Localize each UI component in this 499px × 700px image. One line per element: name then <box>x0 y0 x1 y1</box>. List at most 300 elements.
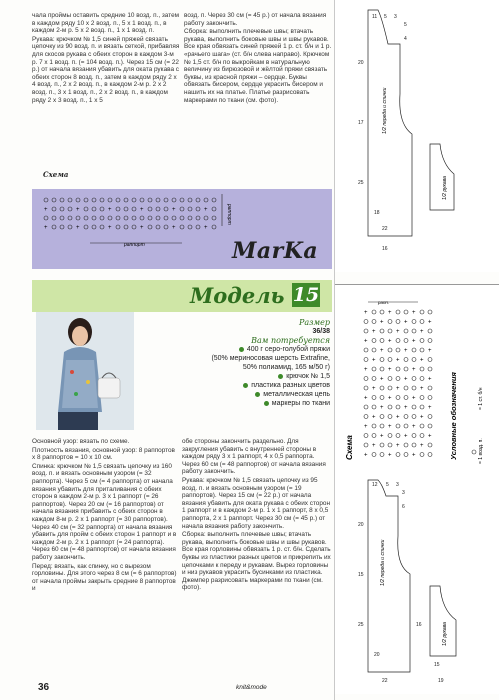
chain-stitch-symbol <box>132 225 136 229</box>
model-number: 15 <box>292 284 320 306</box>
chain-stitch-symbol <box>380 358 384 362</box>
single-crochet-symbol: + <box>372 357 376 364</box>
single-crochet-symbol: + <box>76 207 80 213</box>
chain-stitch-symbol <box>396 405 400 409</box>
chain-stitch-symbol <box>372 453 376 457</box>
chain-stitch-symbol <box>388 386 392 390</box>
chain-stitch-symbol <box>164 198 168 202</box>
chain-stitch-symbol <box>100 198 104 202</box>
bullet-icon <box>243 383 248 388</box>
dim-label: 20 <box>358 522 364 528</box>
chain-stitch-symbol <box>404 339 408 343</box>
single-crochet-symbol: + <box>396 357 400 364</box>
chain-stitch-symbol <box>412 434 416 438</box>
spec-item <box>140 372 330 381</box>
chain-stitch-symbol <box>372 320 376 324</box>
chain-stitch-symbol <box>364 358 368 362</box>
chain-stitch-symbol <box>100 216 104 220</box>
single-crochet-symbol: + <box>396 386 400 392</box>
single-crochet-symbol: + <box>172 225 176 231</box>
chain-stitch-symbol <box>164 225 168 229</box>
single-crochet-symbol: + <box>396 414 400 421</box>
note-sleeve: 1/2 рукава <box>442 176 448 200</box>
chain-stitch-symbol <box>60 216 64 220</box>
chain-stitch-symbol <box>212 198 216 202</box>
chain-stitch-symbol <box>108 216 112 220</box>
chain-stitch-symbol <box>380 329 384 333</box>
chain-stitch-symbol <box>412 415 416 419</box>
dim-label: 18 <box>374 210 380 216</box>
chain-stitch-symbol <box>180 225 184 229</box>
chain-stitch-symbol <box>388 434 392 438</box>
dim-label: 17 <box>358 120 364 126</box>
chain-stitch-symbol <box>428 415 432 419</box>
dim-label: 20 <box>358 60 364 66</box>
chain-stitch-symbol <box>372 405 376 409</box>
legend-item: = 1 возд. п. <box>478 438 484 464</box>
chain-stitch-symbol <box>404 310 408 314</box>
chain-stitch-symbol <box>388 358 392 362</box>
single-crochet-symbol: + <box>428 376 432 383</box>
chain-stitch-symbol <box>420 339 424 343</box>
single-crochet-symbol: + <box>388 338 392 345</box>
chain-stitch-symbol <box>412 386 416 390</box>
single-crochet-symbol: + <box>396 329 400 335</box>
page-number: 36 <box>38 682 50 693</box>
chain-stitch-symbol <box>396 320 400 324</box>
chain-stitch-symbol <box>380 339 384 343</box>
scheme-rapport-top: рапп. <box>378 300 390 305</box>
scheme-rapport-bottom: раппорт <box>124 242 145 248</box>
chain-stitch-symbol <box>196 216 200 220</box>
single-crochet-symbol: + <box>428 405 432 411</box>
chain-stitch-symbol <box>428 339 432 343</box>
top-col1-p1: Рукава: крючком № 1,5 синей пряжей связать цепочку из 90 возд. п. и вязать сеткой, прибавляя для скосов рукава с обеих сторон в каждом 3-м р. 7 х 1 возд. п. (= 104 возд. п.). Через 15 см (= 22 р.) от начала вязания убавить для оката рукава с обеих сторон 8 возд. п., затем в каждом ряду 2 х 4 возд. п., 2 х 2 возд. п., в каждом 2-м р. 2 х 2 возд. п., 3 х 1 возд. п., 2 х 2 возд. п., в каждом ряду 2 х 3 возд. п., 1 х 5 <box>32 35 180 104</box>
chain-stitch-symbol <box>364 377 368 381</box>
single-crochet-symbol: + <box>404 376 408 383</box>
chain-stitch-symbol <box>156 216 160 220</box>
dim-label: 5 <box>404 22 407 28</box>
chain-stitch-symbol <box>52 216 56 220</box>
chain-stitch-symbol <box>156 225 160 229</box>
chain-stitch-symbol <box>396 434 400 438</box>
chain-stitch-symbol <box>380 443 384 447</box>
chain-stitch-symbol <box>420 453 424 457</box>
chain-stitch-symbol <box>44 216 48 220</box>
single-crochet-symbol: + <box>44 225 48 231</box>
spec-item-text: металлическая цепь <box>263 391 330 398</box>
chain-stitch-symbol <box>412 348 416 352</box>
chain-stitch-symbol <box>412 443 416 447</box>
footer-brand: knit&mode <box>236 684 267 691</box>
single-crochet-symbol: + <box>412 395 416 402</box>
bottom-col1-p0: Основной узор: вязать по схеме. <box>32 438 130 445</box>
chain-stitch-symbol <box>388 320 392 324</box>
chain-stitch-symbol <box>124 225 128 229</box>
chain-stitch-symbol <box>412 329 416 333</box>
chain-stitch-symbol <box>124 216 128 220</box>
size-value: 36/38 <box>312 328 330 335</box>
single-crochet-symbol: + <box>420 357 424 364</box>
spec-item <box>140 345 330 354</box>
chain-stitch-symbol <box>396 339 400 343</box>
chain-stitch-symbol <box>172 198 176 202</box>
single-crochet-symbol: + <box>380 433 384 440</box>
chain-stitch-symbol <box>420 367 424 371</box>
chain-stitch-symbol <box>420 396 424 400</box>
chain-stitch-symbol <box>100 225 104 229</box>
single-crochet-symbol: + <box>412 424 416 430</box>
legend-item-2: = 1 ст. б/н <box>478 387 484 410</box>
column-divider <box>334 0 335 700</box>
top-col1-p0: чала проймы оставить средние 10 возд. п., затем в каждом ряду 10 х 2 возд. п., 5 х 1 возд. п., в каждом 2-м р. 5 х 2 возд. п., 1 х 1 возд. п. <box>32 12 180 35</box>
chain-stitch-symbol <box>188 198 192 202</box>
chain-stitch-symbol <box>396 396 400 400</box>
single-crochet-symbol: + <box>412 367 416 373</box>
spec-item <box>140 381 330 390</box>
chain-stitch-symbol <box>84 225 88 229</box>
chain-stitch-symbol <box>92 216 96 220</box>
chain-stitch-symbol <box>92 225 96 229</box>
chain-stitch-symbol <box>204 198 208 202</box>
chain-stitch-symbol <box>52 198 56 202</box>
chain-stitch-symbol <box>364 405 368 409</box>
single-crochet-symbol: + <box>420 443 424 449</box>
chain-stitch-symbol <box>412 377 416 381</box>
chain-stitch-symbol <box>428 386 432 390</box>
single-crochet-symbol: + <box>44 207 48 213</box>
chain-stitch-symbol <box>68 198 72 202</box>
single-crochet-symbol: + <box>420 414 424 421</box>
chain-stitch-symbol <box>196 198 200 202</box>
single-crochet-symbol: + <box>412 338 416 345</box>
dim-label: 6 <box>402 504 405 510</box>
chain-stitch-symbol <box>156 207 160 211</box>
single-crochet-symbol: + <box>388 424 392 430</box>
spec-item-text: маркеры по ткани <box>271 400 330 407</box>
chain-stitch-symbol <box>372 396 376 400</box>
chain-stitch-symbol <box>52 225 56 229</box>
chain-stitch-symbol <box>196 225 200 229</box>
dim-label: 15 <box>358 572 364 578</box>
need-title: Вам потребуется <box>251 336 330 345</box>
chain-stitch-symbol <box>388 329 392 333</box>
chain-stitch-symbol <box>420 424 424 428</box>
single-crochet-symbol: + <box>364 395 368 402</box>
chain-stitch-symbol <box>396 367 400 371</box>
chain-stitch-symbol <box>364 443 368 447</box>
chain-stitch-symbol <box>420 348 424 352</box>
chain-stitch-symbol <box>188 216 192 220</box>
single-crochet-symbol: + <box>380 348 384 354</box>
single-crochet-symbol: + <box>420 329 424 335</box>
dim-label: 12 <box>372 482 378 488</box>
chain-stitch-symbol <box>404 453 408 457</box>
model-header-band <box>32 280 332 312</box>
chain-stitch-symbol <box>364 386 368 390</box>
single-crochet-symbol: + <box>380 405 384 411</box>
dim-label: 5 <box>386 482 389 488</box>
chain-stitch-symbol <box>396 348 400 352</box>
chain-stitch-symbol <box>428 396 432 400</box>
note-sleeve-2: 1/2 рукава <box>442 622 448 646</box>
spec-item <box>140 363 330 372</box>
chain-stitch-symbol <box>76 198 80 202</box>
chain-stitch-symbol <box>372 339 376 343</box>
chain-stitch-symbol <box>140 198 144 202</box>
scheme-label: Схема <box>43 170 69 179</box>
chain-stitch-symbol <box>404 367 408 371</box>
photo-illustration <box>36 312 134 430</box>
chain-stitch-symbol <box>380 396 384 400</box>
dim-label: 15 <box>434 662 440 668</box>
chain-stitch-symbol <box>396 377 400 381</box>
single-crochet-symbol: + <box>372 414 376 421</box>
chain-stitch-symbol <box>380 453 384 457</box>
chain-stitch-symbol <box>412 320 416 324</box>
chain-stitch-symbol <box>180 207 184 211</box>
dim-label: 25 <box>358 180 364 186</box>
bullet-icon <box>278 374 283 379</box>
single-crochet-symbol: + <box>428 319 432 326</box>
chain-stitch-symbol <box>380 386 384 390</box>
chain-stitch-symbol <box>372 310 376 314</box>
chain-stitch-symbol <box>380 415 384 419</box>
legend-title: Условные обозначения <box>449 372 458 460</box>
chain-stitch-symbol <box>428 358 432 362</box>
chain-stitch-symbol <box>188 225 192 229</box>
chain-stitch-symbol <box>380 367 384 371</box>
single-crochet-symbol: + <box>388 395 392 402</box>
single-crochet-symbol: + <box>364 310 368 316</box>
chain-stitch-symbol <box>60 225 64 229</box>
single-crochet-symbol: + <box>428 348 432 354</box>
top-col2-p0: возд. п. Через 30 см (= 45 р.) от начала вязания работу закончить. <box>184 12 327 27</box>
chain-stitch-symbol <box>396 453 400 457</box>
dim-label: 4 <box>404 36 407 42</box>
single-crochet-symbol: + <box>404 348 408 354</box>
single-crochet-symbol: + <box>404 319 408 326</box>
chain-stitch-symbol <box>396 310 400 314</box>
single-crochet-symbol: + <box>372 386 376 392</box>
pattern-diagram-bottom <box>338 476 496 694</box>
chain-stitch-symbol <box>52 207 56 211</box>
chain-stitch-symbol <box>420 377 424 381</box>
chain-stitch-symbol <box>364 434 368 438</box>
chain-stitch-symbol <box>388 405 392 409</box>
chain-stitch-symbol <box>148 225 152 229</box>
dim-label: 5 <box>384 14 387 20</box>
chain-stitch-symbol <box>68 225 72 229</box>
chain-stitch-symbol <box>92 198 96 202</box>
chain-stitch-symbol <box>124 207 128 211</box>
chain-stitch-symbol <box>388 443 392 447</box>
chain-stitch-symbol <box>100 207 104 211</box>
chain-stitch-symbol <box>420 320 424 324</box>
dim-label: 25 <box>358 622 364 628</box>
single-crochet-symbol: + <box>364 338 368 345</box>
chain-stitch-symbol <box>68 207 72 211</box>
bottom-col1-p3: Перед: вязать, как спинку, но с вырезом горловины. Для этого через 8 см (= 6 раппортов) от начала проймы закрыть средние 8 раппортов и <box>32 562 177 593</box>
chain-stitch-symbol <box>116 198 120 202</box>
chain-stitch-symbol <box>84 198 88 202</box>
single-crochet-symbol: + <box>388 310 392 316</box>
single-crochet-symbol: + <box>372 329 376 335</box>
chain-stitch-symbol <box>428 329 432 333</box>
single-crochet-symbol: + <box>380 319 384 326</box>
single-crochet-symbol: + <box>108 207 112 213</box>
stitch-scheme-right <box>338 290 496 470</box>
chain-stitch-symbol <box>132 216 136 220</box>
single-crochet-symbol: + <box>172 207 176 213</box>
chain-stitch-symbol <box>380 424 384 428</box>
chain-stitch-symbol <box>372 377 376 381</box>
chain-stitch-symbol <box>180 216 184 220</box>
chain-stitch-symbol <box>396 424 400 428</box>
chain-stitch-symbol <box>44 198 48 202</box>
note-back-front-2: 1/2 переда и спинки <box>380 539 386 586</box>
chain-stitch-symbol <box>372 424 376 428</box>
right-scheme-label: Схема <box>345 435 354 460</box>
chain-stitch-symbol <box>412 405 416 409</box>
single-crochet-symbol: + <box>380 376 384 383</box>
single-crochet-symbol: + <box>76 225 80 231</box>
chain-stitch-symbol <box>428 310 432 314</box>
chain-stitch-symbol <box>108 198 112 202</box>
chain-stitch-symbol <box>188 207 192 211</box>
single-crochet-symbol: + <box>428 433 432 440</box>
chain-stitch-symbol <box>420 310 424 314</box>
chain-stitch-symbol <box>116 225 120 229</box>
chain-stitch-symbol <box>116 207 120 211</box>
single-crochet-symbol: + <box>140 207 144 213</box>
chain-stitch-symbol <box>404 358 408 362</box>
chain-stitch-symbol <box>388 348 392 352</box>
chain-stitch-symbol <box>148 207 152 211</box>
chain-stitch-symbol <box>156 198 160 202</box>
chain-stitch-symbol <box>148 216 152 220</box>
dim-label: 16 <box>382 246 388 252</box>
single-crochet-symbol: + <box>388 367 392 373</box>
chain-stitch-symbol <box>428 443 432 447</box>
chain-stitch-symbol <box>428 453 432 457</box>
model-photo <box>36 312 134 430</box>
chain-stitch-symbol <box>420 405 424 409</box>
chain-stitch-symbol <box>212 225 216 229</box>
single-crochet-symbol: + <box>204 225 208 231</box>
chain-stitch-symbol <box>84 207 88 211</box>
bottom-col2-p2: Сборка: выполнить плечевые швы; втачать рукава, выполнить боковые швы и швы рукавов. Все края горловины обвязать 1 р. ст. б/н. Сделать буквы из пластики разных цветов и прикрепить их цепочками к переду и рукавам. Вырез горловины и низ рукавов украсить бусинками из пластика. Джемпер разрисовать маркерами по ткани (см. фото). <box>182 531 331 592</box>
spec-item-text: 400 г серо-голубой пряжи <box>246 346 330 353</box>
chain-stitch-symbol <box>388 377 392 381</box>
chain-stitch-symbol <box>372 434 376 438</box>
bottom-col2-p1: Рукава: крючком № 1,5 связать цепочку из 95 возд. п. и вязать основным узором (= 19 раппортов). Через 15 см (= 22 р.) от начала вязания убавить для оката рукава с обеих сторон 1 раппорт и в каждом 2-м р. 1 х 1 раппорт, 8 х 0,5 раппорта, 2 х 1 раппорт. Через 30 см (= 45 р.) от начала вязания работу закончить. <box>182 476 330 530</box>
single-crochet-symbol: + <box>140 225 144 231</box>
chain-stitch-symbol <box>404 415 408 419</box>
dim-label: 22 <box>382 226 388 232</box>
chain-stitch-symbol <box>132 207 136 211</box>
single-crochet-symbol: + <box>108 225 112 231</box>
spec-item-text: 50% полиамид, 165 м/50 г) <box>242 364 330 371</box>
back-front-outline <box>368 10 412 236</box>
dim-label: 20 <box>374 652 380 658</box>
chain-stitch-symbol <box>404 443 408 447</box>
chain-stitch-symbol <box>428 367 432 371</box>
model-title: Модель <box>190 283 285 308</box>
top-text-col1 <box>32 12 180 182</box>
chain-stitch-symbol <box>164 216 168 220</box>
chain-stitch-symbol <box>60 207 64 211</box>
chain-stitch-symbol <box>196 207 200 211</box>
bottom-col1-p2: Спинка: крючком № 1,5 связать цепочку из 160 возд. п. и вязать основным узором (= 32 раппорта). Через 5 см (= 4 раппорта) от начала вязания убавить для приталивания с обеих сторон в каждом 2-м р. 3 х 1 раппорт (= 26 раппортов). Через 20 см (= 16 раппортов) от начала вязания прибавить с обеих сторон в каждом 8-м р. 2 х 1 раппорт (= 30 раппортов). Через 40 см (= 32 раппорта) от начала вязания убавить для пройм с обеих сторон 1 раппорт и в каждом 2-м р. 2 х 1 раппорт (= 24 раппорта). Через 60 см (= 48 раппортов) от начала вязания работу закончить. <box>32 462 177 561</box>
spec-item <box>140 390 330 399</box>
spec-item <box>140 399 330 408</box>
bottom-col2-p0: обе стороны закончить раздельно. Для закругления убавить с внутренней стороны в каждом ряду 3 х 1 раппорт, 4 х 0,5 раппорта. Через 60 см (= 48 раппортов) от начала вязания работу закончить. <box>182 438 326 476</box>
single-crochet-symbol: + <box>388 452 392 459</box>
pattern-diagram-top <box>338 4 496 268</box>
dim-label: 22 <box>382 678 388 684</box>
single-crochet-symbol: + <box>404 433 408 440</box>
single-crochet-symbol: + <box>420 386 424 392</box>
chain-stitch-symbol <box>116 216 120 220</box>
spec-item <box>140 354 330 363</box>
single-crochet-symbol: + <box>364 424 368 430</box>
chain-stitch-symbol <box>404 424 408 428</box>
dim-label: 16 <box>416 622 422 628</box>
chain-stitch-symbol <box>412 358 416 362</box>
chain-stitch-symbol <box>148 198 152 202</box>
chain-stitch-symbol <box>212 216 216 220</box>
spec-item-text: пластика разных цветов <box>251 382 330 389</box>
dim-label: 3 <box>396 482 399 488</box>
brand-logo: MarKa <box>232 238 319 264</box>
chain-stitch-symbol <box>428 424 432 428</box>
bottom-col1-p1: Плотность вязания, основной узор: 8 раппортов х 8 раппортов = 10 х 10 см. <box>32 446 175 462</box>
legend-chain-icon <box>472 450 476 454</box>
chain-stitch-symbol <box>388 415 392 419</box>
single-crochet-symbol: + <box>396 443 400 449</box>
top-text-col2 <box>184 12 332 182</box>
chain-stitch-symbol <box>404 386 408 390</box>
stitch-scheme-top <box>32 176 232 256</box>
chain-stitch-symbol <box>204 216 208 220</box>
top-col2-p1: Сборка: выполнить плечевые швы; втачать рукава, выполнить боковые швы и швы рукавов. Все края обвязать синей пряжей 1 р. ст. б/н и 1 р. «рачьего шага» (ст. б/н слева направо). Крючком № 1,5 ст. б/н по выкройкам в натуральную величину из бирюзовой и жёлтой пряжи связать буквы, из красной пряжи – сердце. Буквы обвязать бисером, сердце украсить бисером и нашить их на платье. Платье разрисовать маркерами по ткани (см. фото). <box>184 28 332 104</box>
size-title: Размер <box>298 318 330 327</box>
chain-stitch-symbol <box>372 348 376 352</box>
chain-stitch-symbol <box>180 198 184 202</box>
chain-stitch-symbol <box>76 216 80 220</box>
bottom-text-col2 <box>182 438 332 676</box>
single-crochet-symbol: + <box>412 452 416 459</box>
single-crochet-symbol: + <box>364 367 368 373</box>
dim-label: 3 <box>394 14 397 20</box>
chain-stitch-symbol <box>364 348 368 352</box>
chain-stitch-symbol <box>212 207 216 211</box>
chain-stitch-symbol <box>60 198 64 202</box>
chain-stitch-symbol <box>364 415 368 419</box>
chain-stitch-symbol <box>372 367 376 371</box>
chain-stitch-symbol <box>420 434 424 438</box>
chain-stitch-symbol <box>172 216 176 220</box>
chain-stitch-symbol <box>68 216 72 220</box>
chain-stitch-symbol <box>364 320 368 324</box>
scheme-rapport-right: раппорт <box>226 204 232 225</box>
chain-stitch-symbol <box>364 329 368 333</box>
bullet-icon <box>239 347 244 352</box>
single-crochet-symbol: + <box>372 443 376 449</box>
single-crochet-symbol: + <box>204 207 208 213</box>
chain-stitch-symbol <box>404 329 408 333</box>
